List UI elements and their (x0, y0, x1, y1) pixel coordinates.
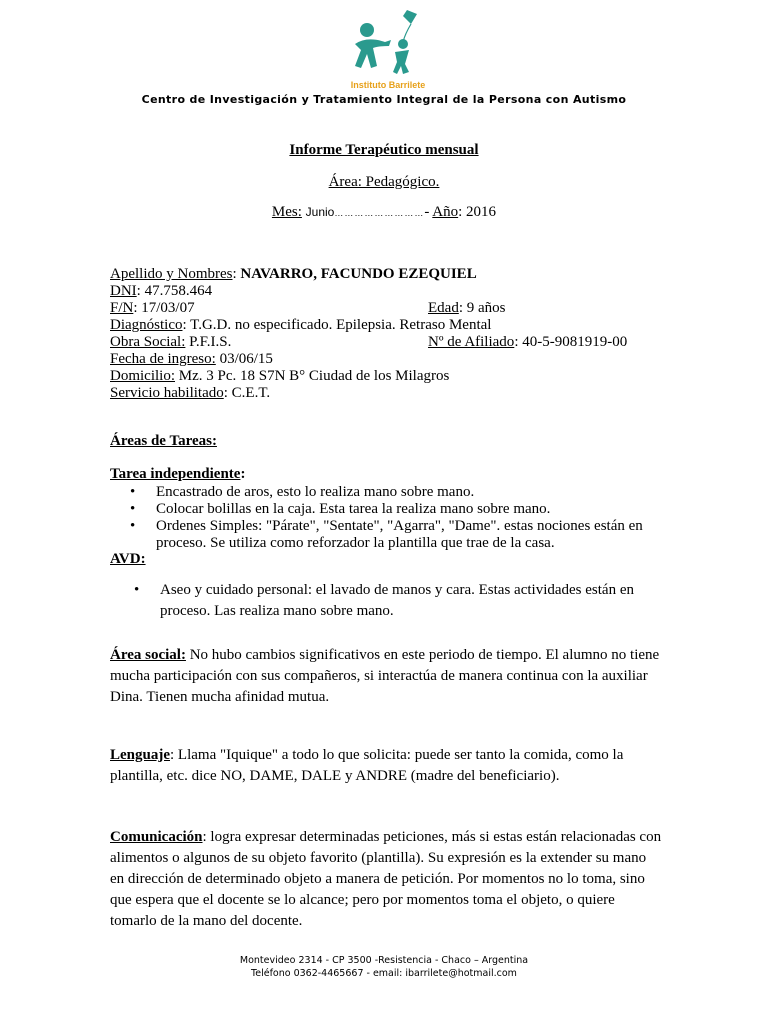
bullet-icon: • (134, 582, 140, 598)
diag-value: : T.G.D. no especificado. Epilepsia. Retraso Mental (182, 317, 492, 333)
mes-dots: ……………………… (334, 208, 425, 218)
mes-label: Mes: (271, 204, 302, 220)
list-item (110, 580, 660, 622)
footer-address: Montevideo 2314 - CP 3500 -Resistencia - Chaco – Argentina (239, 955, 529, 966)
lenguaje-label: Lenguaje (110, 747, 170, 763)
diag-label: Diagnóstico (110, 317, 183, 333)
list-item-text: Ordenes Simples: "Párate", "Sentate", "Agarra", "Dame". estas nociones están en proceso. Se utiliza como reforzador la plantilla que trae de la casa. (156, 518, 643, 551)
comunicacion-section (110, 827, 662, 932)
center-name: Centro de Investigación y Tratamiento Integral de la Persona con Autismo (141, 93, 627, 106)
tarea-heading: Tarea independiente (110, 466, 241, 482)
obra-line (110, 334, 231, 351)
tarea-list (110, 484, 650, 552)
domicilio-label: Domicilio: (110, 368, 175, 384)
diag-line (110, 317, 491, 334)
domicilio-line (110, 368, 449, 385)
bullet-icon: • (130, 484, 136, 500)
fn-line (110, 300, 195, 317)
list-item-text: Colocar bolillas en la caja. Esta tarea la realiza mano sobre mano. (156, 501, 551, 517)
domicilio-value: Mz. 3 Pc. 18 S7N B° Ciudad de los Milagros (175, 368, 450, 384)
list-item-text: Encastrado de aros, esto lo realiza mano sobre mano. (156, 484, 475, 500)
social-section (110, 645, 662, 708)
dni-label: DNI (110, 283, 137, 299)
fn-value: : 17/03/07 (133, 300, 195, 316)
month-year-line (0, 204, 768, 221)
footer-contact: Teléfono 0362-4465667 - email: ibarrilete@hotmail.com (251, 968, 517, 979)
list-item-text: Aseo y cuidado personal: el lavado de manos y cara. Estas actividades están en proceso. Las realiza mano sobre mano. (160, 582, 635, 619)
logo-text: Instituto Barrilete (350, 80, 426, 90)
footer (0, 954, 768, 980)
comunicacion-text: : logra expresar determinadas peticiones, más si estas están relacionadas con alimentos o algunos de su objeto favorito (plantilla). Su expresión es la extender su mano en dirección de determinado objeto a manera de petición. Por momentos no lo toma, sino que espera que el docente se lo alcance; pero por momentos toma el objeto, o quiere tomarlo de la mano del docente. (110, 829, 662, 929)
comunicacion-label: Comunicación (110, 829, 203, 845)
dash: - (424, 204, 430, 220)
dni-line (110, 283, 212, 300)
servicio-label: Servicio habilitado (110, 385, 224, 401)
lenguaje-text: : Llama "Iquique" a todo lo que solicita: puede ser tanto la comida, como la plantilla, etc. dice NO, DAME, DALE y ANDRE (madre del beneficiario). (110, 747, 624, 784)
afiliado-value: : 40-5-9081919-00 (514, 334, 628, 350)
dni-value: : 47.758.464 (136, 283, 213, 299)
servicio-line (110, 385, 270, 402)
social-label: Área social: (110, 647, 186, 663)
avd-list (110, 580, 660, 622)
afiliado-line (428, 334, 627, 351)
area-title (0, 174, 768, 191)
area-text: Área: Pedagógico. (328, 174, 440, 190)
lenguaje-section (110, 745, 662, 787)
institute-logo (345, 6, 431, 94)
tarea-heading-line (110, 466, 245, 483)
bullet-icon: • (130, 501, 136, 517)
edad-value: : 9 años (458, 300, 506, 316)
name-label: Apellido y Nombres (110, 266, 233, 282)
name-value: NAVARRO, FACUNDO EZEQUIEL (240, 266, 477, 282)
mes-value: Junio (305, 205, 335, 219)
logo-figures-icon (345, 6, 431, 94)
areas-heading: Áreas de Tareas: (110, 433, 217, 449)
afiliado-label: Nº de Afiliado (428, 334, 515, 350)
social-text: No hubo cambios significativos en este periodo de tiempo. El alumno no tiene mucha participación con sus compañeros, si interactúa de manera continua con la auxiliar Dina. Tienen mucha afinidad mutua. (110, 647, 660, 705)
bullet-icon: • (130, 518, 136, 534)
tarea-colon: : (240, 466, 246, 482)
ingreso-value: 03/06/15 (215, 351, 273, 367)
anio-label: Año (432, 204, 459, 220)
edad-line (428, 300, 506, 317)
report-title: Informe Terapéutico mensual (289, 142, 479, 158)
edad-label: Edad (428, 300, 459, 316)
list-item (110, 501, 650, 518)
obra-value: P.F.I.S. (185, 334, 232, 350)
fn-label: F/N (110, 300, 134, 316)
anio-value: : 2016 (458, 204, 497, 220)
ingreso-line (110, 351, 273, 368)
servicio-value: : C.E.T. (223, 385, 271, 401)
list-item (110, 518, 650, 552)
obra-label: Obra Social: (110, 334, 186, 350)
ingreso-label: Fecha de ingreso: (110, 351, 216, 367)
list-item (110, 484, 650, 501)
avd-heading: AVD: (110, 551, 146, 567)
name-line: Apellido y Nombres: NAVARRO, FACUNDO EZEQUIEL (110, 266, 477, 282)
